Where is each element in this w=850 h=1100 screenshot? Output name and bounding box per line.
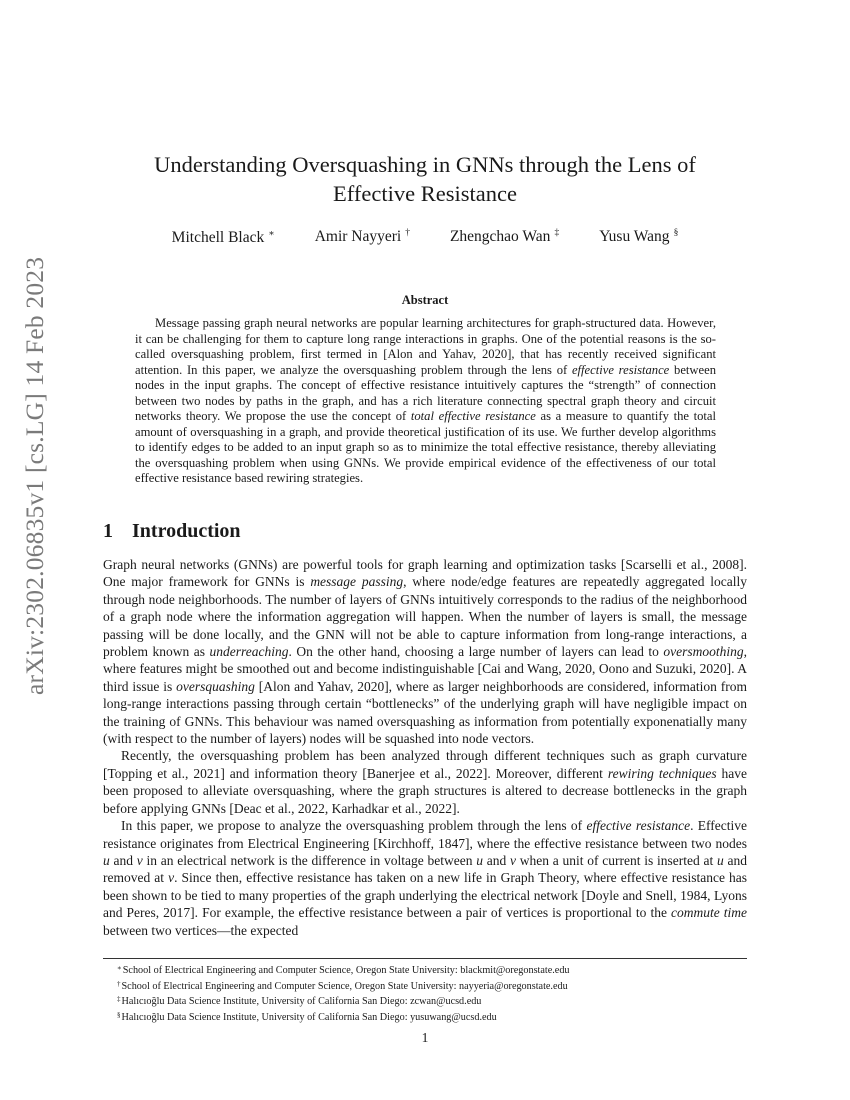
abstract-heading: Abstract (401, 293, 449, 307)
paper-title: Understanding Oversquashing in GNNs through the Lens of Effective Resistance (154, 152, 696, 206)
abstract-paragraph: Message passing graph neural networks are popular learning architectures for graph-structured data. However, it can be challenging for them to capture long range interactions in graphs. One of the potential reasons is the so-called oversquashing problem, first termed in [Alon and Yahav, 2020], that has recently received significant attention. In this paper, we analyze the oversquashing problem through the lens of effective resistance between nodes in the input graphs. The concept of effective resistance intuitively captures the “strength” of connection between two nodes by paths in the graph, and has a rich literature connecting spectral graph theory and circuit networks theory. We propose the use the concept of total effective resistance as a measure to quantify the total amount of oversquashing in a graph, and provide theoretical justification of its use. We further develop algorithms to identify edges to be added to an input graph so as to minimize the total effective resistance, thereby alleviating the oversquashing problem when using GNNs. We provide empirical evidence of the effectiveness of our total effective resistance based rewiring strategies. (135, 316, 716, 485)
footnote: ∗School of Electrical Engineering and Computer Science, Oregon State University: blackmit@oregonstate.edu (117, 964, 570, 976)
footnote: §Halıcıoğlu Data Science Institute, University of California San Diego: yusuwang@ucsd.edu (117, 1010, 497, 1023)
author: Zhengchao Wan ‡ (449, 228, 560, 245)
author: Mitchell Black ∗ (171, 229, 275, 246)
body-paragraph: Graph neural networks (GNNs) are powerful tools for graph learning and optimization tasks [Scarselli et al., 2008]. One major framework for GNNs is message passing, where node/edge features are repeatedly aggregated locally through node neighborhoods. The number of layers of GNNs intuitively corresponds to the radius of the neighborhood of a graph node where the information aggregation will happen. When the number of layers is small, the message passing will be done locally, and the GNN will not be able to capture information from long-range interactions, a problem known as underreaching. On the other hand, choosing a large number of layers can lead to oversmoothing, where features might be smoothed out and become indistinguishable [Cai and Wang, 2020, Oono and Suzuki, 2020]. A third issue is oversquashing [Alon and Yahav, 2020], where as larger neighborhoods are considered, information from long-range interactions passing through certain “bottlenecks” of the underlying graph will have negligible impact on the training of GNNs. This behaviour was named oversquashing as information from potentially exponenatially many (with respect to the number of layers) nodes will be squashed into node vectors. (103, 557, 747, 747)
body-text (103, 556, 747, 939)
arxiv-identifier-stamp: arXiv:2302.06835v1 [cs.LG] 14 Feb 2023 (20, 256, 49, 695)
footnote: †School of Electrical Engineering and Computer Science, Oregon State University: nayyeria@oregonstate.edu (117, 979, 568, 992)
author-list (120, 228, 730, 247)
page-number: 1 (421, 1030, 429, 1045)
author: Amir Nayyeri † (314, 228, 410, 245)
author: Yusu Wang § (599, 228, 679, 245)
body-paragraph: In this paper, we propose to analyze the oversquashing problem through the lens of effective resistance. Effective resistance originates from Electrical Engineering [Kirchhoff, 1847], where the effective resistance between two nodes u and v in an electrical network is the difference in voltage between u and v when a unit of current is inserted at u and removed at v. Since then, effective resistance has taken on a new life in Graph Theory, where effective resistance has been shown to be tied to many properties of the graph underlying the electrical network [Doyle and Snell, 1984, Lyons and Peres, 2017]. For example, the effective resistance between a pair of vertices is proportional to the commute time between two vertices—the expected (103, 818, 748, 938)
body-paragraph: Recently, the oversquashing problem has been analyzed through different techniques such as graph curvature [Topping et al., 2021] and information theory [Banerjee et al., 2022]. Moreover, different rewiring techniques have been proposed to alleviate oversquashing, where the graph structures is altered to decrease bottlenecks in the graph before applying GNNs [Deac et al., 2022, Karhadkar et al., 2022]. (103, 748, 748, 816)
footnotes (103, 958, 747, 1024)
footnote: ‡Halıcıoğlu Data Science Institute, University of California San Diego: zcwan@ucsd.edu (117, 995, 482, 1008)
abstract-text (135, 316, 716, 487)
section-heading: 1 Introduction (103, 520, 241, 542)
